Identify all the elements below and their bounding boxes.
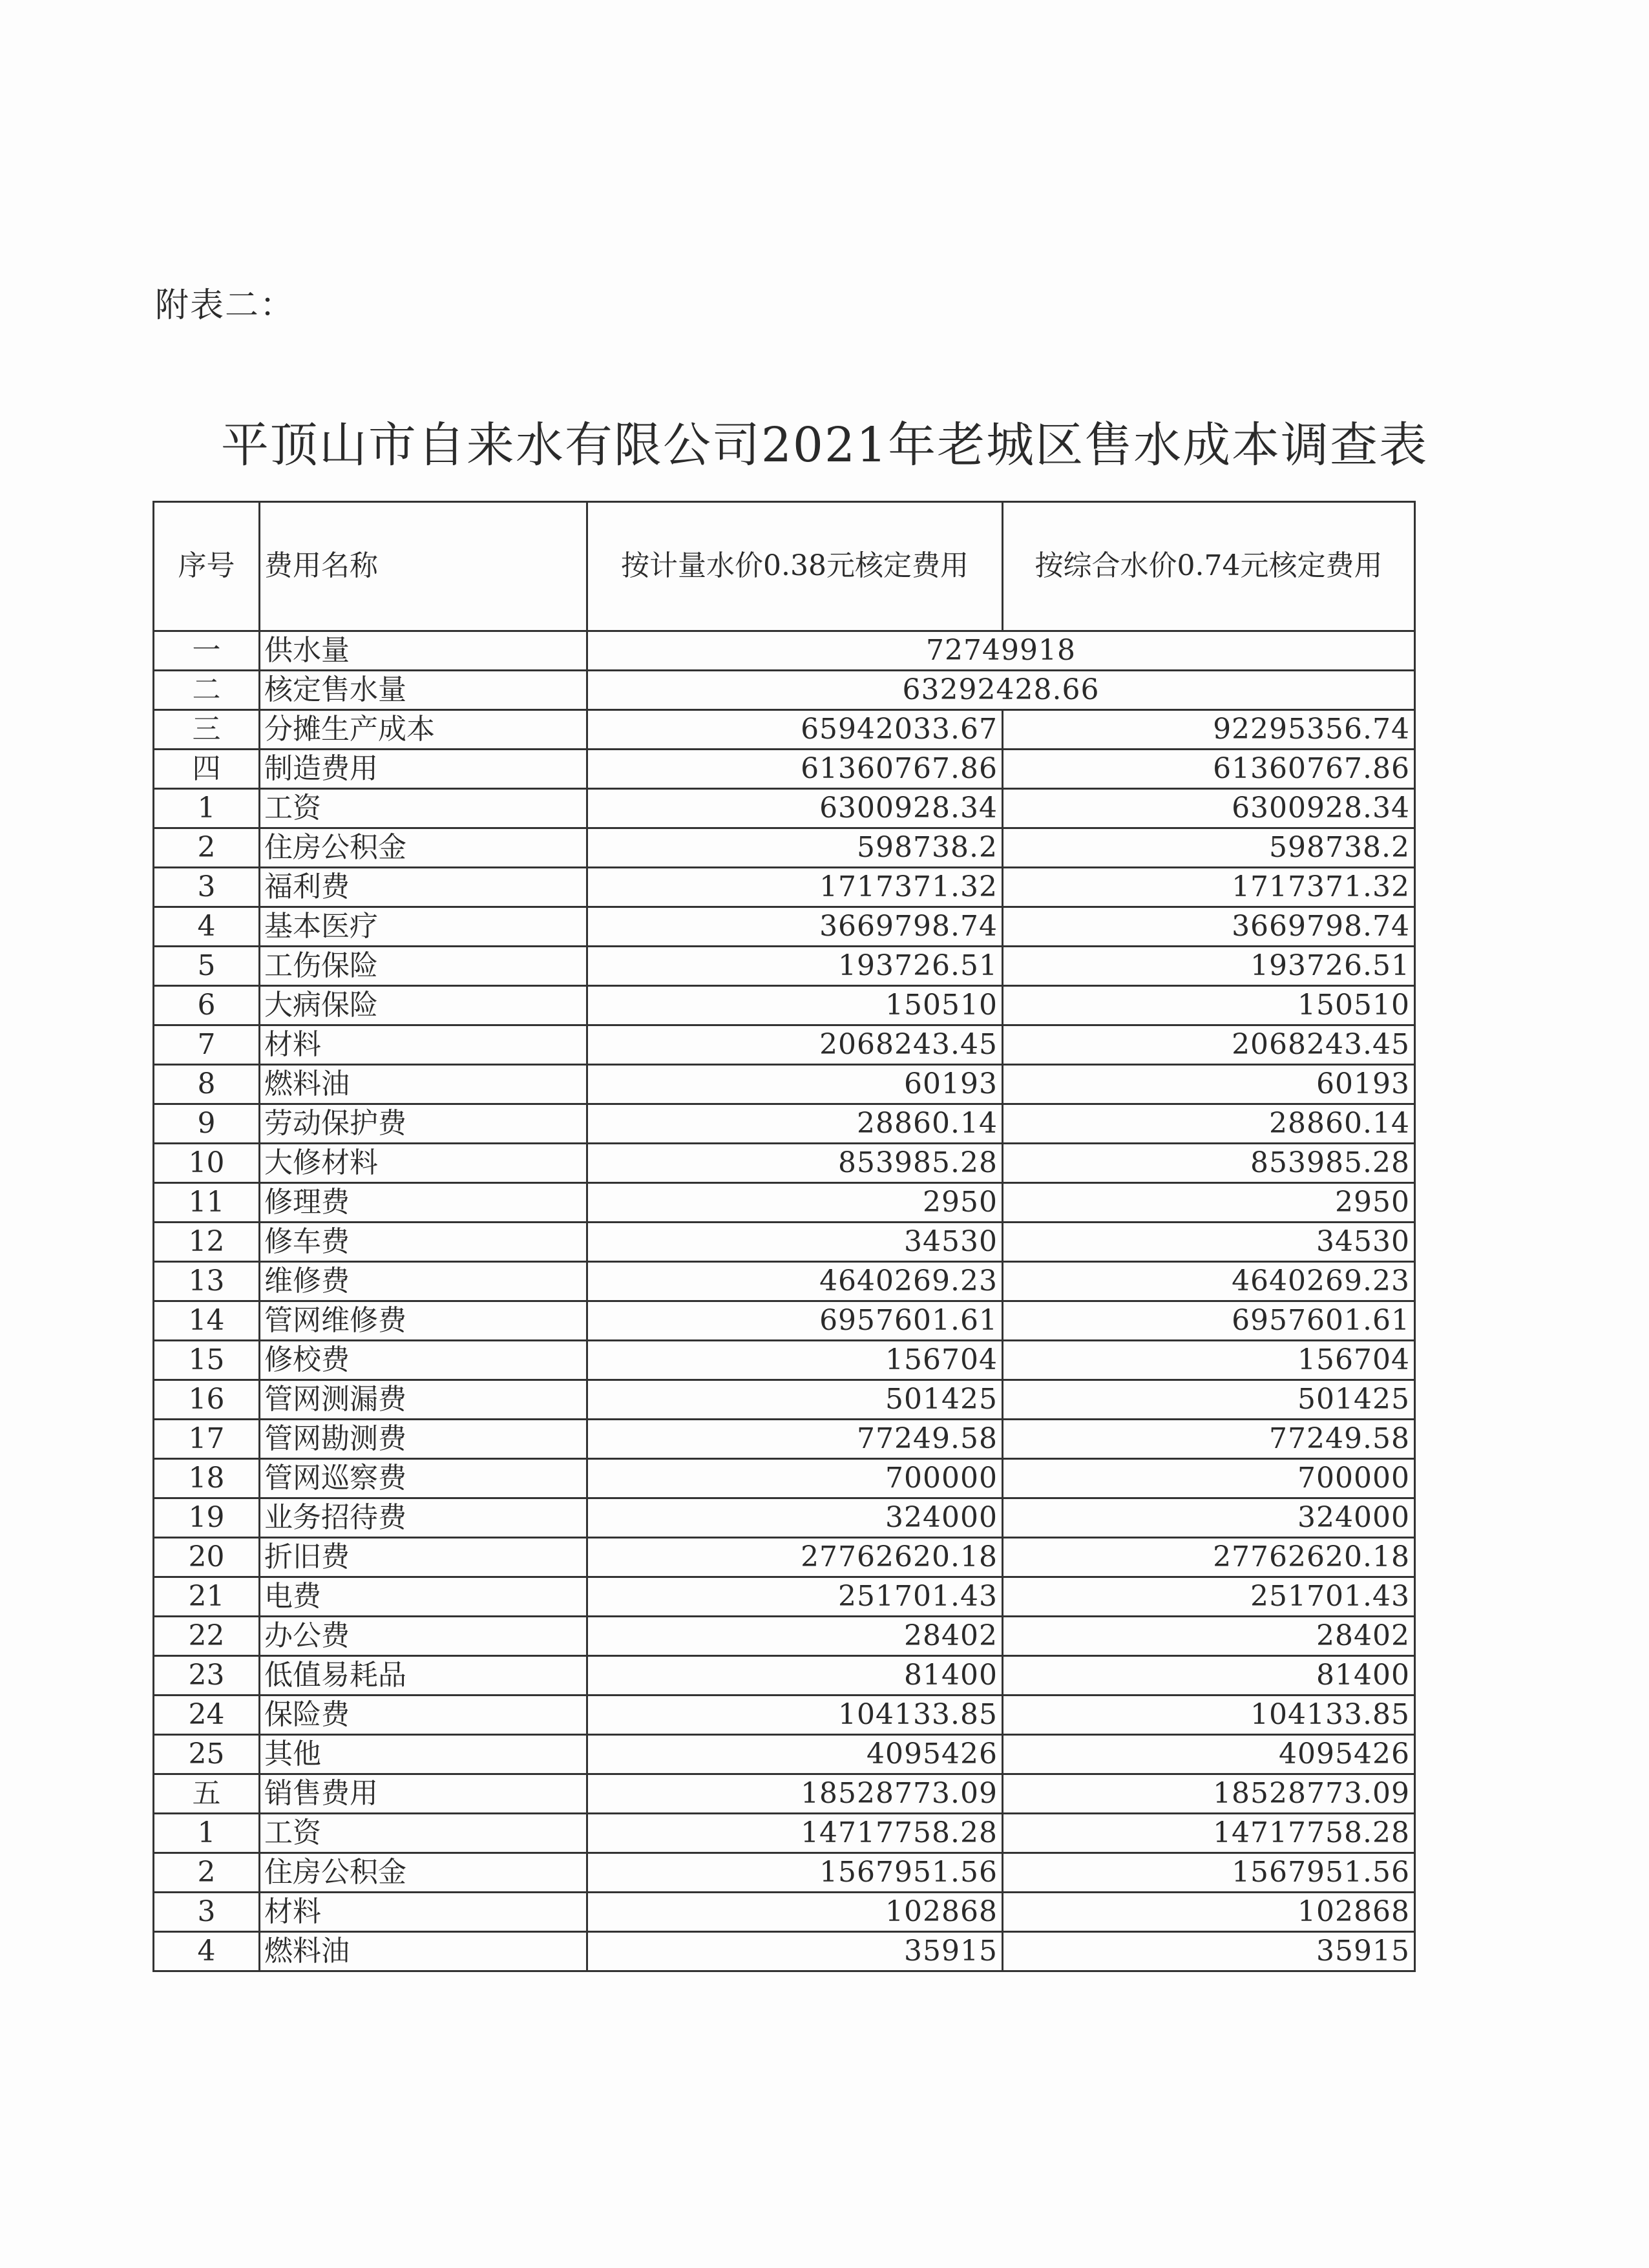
table-header-row <box>154 502 1415 631</box>
row-index: 23 <box>154 1656 260 1696</box>
row-name: 管网巡察费 <box>260 1459 587 1498</box>
row-name: 修校费 <box>260 1341 587 1380</box>
table-row <box>154 1301 1415 1341</box>
row-composite-value: 104133.85 <box>1003 1696 1415 1735</box>
row-name: 材料 <box>260 1893 587 1932</box>
table-row <box>154 1262 1415 1301</box>
table-row <box>154 1853 1415 1893</box>
header-index: 序号 <box>154 502 260 631</box>
row-index: 14 <box>154 1301 260 1341</box>
table-row <box>154 1577 1415 1617</box>
row-metered-value: 104133.85 <box>587 1696 1003 1735</box>
row-composite-value: 60193 <box>1003 1065 1415 1104</box>
row-composite-value: 251701.43 <box>1003 1577 1415 1617</box>
cost-table-body <box>154 502 1415 1971</box>
row-index: 9 <box>154 1104 260 1144</box>
row-index: 25 <box>154 1735 260 1774</box>
table-row <box>154 1893 1415 1932</box>
row-name: 制造费用 <box>260 750 587 789</box>
row-name: 工伤保险 <box>260 947 587 986</box>
row-index: 四 <box>154 750 260 789</box>
row-metered-value: 156704 <box>587 1341 1003 1380</box>
row-index: 6 <box>154 986 260 1025</box>
row-index: 13 <box>154 1262 260 1301</box>
row-metered-value: 598738.2 <box>587 828 1003 868</box>
row-metered-value: 27762620.18 <box>587 1538 1003 1577</box>
row-composite-value: 14717758.28 <box>1003 1814 1415 1853</box>
row-name: 劳动保护费 <box>260 1104 587 1144</box>
row-name: 保险费 <box>260 1696 587 1735</box>
document-title: 平顶山市自来水有限公司2021年老城区售水成本调查表 <box>220 417 1429 473</box>
row-metered-value: 28860.14 <box>587 1104 1003 1144</box>
row-index: 20 <box>154 1538 260 1577</box>
table-row <box>154 1341 1415 1380</box>
row-merged-value: 72749918 <box>587 631 1415 671</box>
row-name: 燃料油 <box>260 1065 587 1104</box>
row-metered-value: 60193 <box>587 1065 1003 1104</box>
row-name: 住房公积金 <box>260 828 587 868</box>
table-row <box>154 1144 1415 1183</box>
row-index: 二 <box>154 671 260 710</box>
row-composite-value: 35915 <box>1003 1932 1415 1971</box>
table-row <box>154 1223 1415 1262</box>
row-metered-value: 251701.43 <box>587 1577 1003 1617</box>
row-metered-value: 61360767.86 <box>587 750 1003 789</box>
row-index: 11 <box>154 1183 260 1223</box>
row-metered-value: 324000 <box>587 1498 1003 1538</box>
row-name: 修车费 <box>260 1223 587 1262</box>
row-composite-value: 77249.58 <box>1003 1420 1415 1459</box>
row-name: 管网测漏费 <box>260 1380 587 1420</box>
table-row <box>154 1025 1415 1065</box>
row-name: 低值易耗品 <box>260 1656 587 1696</box>
table-row <box>154 947 1415 986</box>
row-metered-value: 14717758.28 <box>587 1814 1003 1853</box>
row-index: 10 <box>154 1144 260 1183</box>
row-index: 2 <box>154 828 260 868</box>
row-metered-value: 6957601.61 <box>587 1301 1003 1341</box>
table-row <box>154 1696 1415 1735</box>
row-composite-value: 324000 <box>1003 1498 1415 1538</box>
row-name: 工资 <box>260 789 587 828</box>
row-composite-value: 501425 <box>1003 1380 1415 1420</box>
row-composite-value: 3669798.74 <box>1003 907 1415 947</box>
row-index: 一 <box>154 631 260 671</box>
table-row <box>154 1459 1415 1498</box>
row-index: 3 <box>154 868 260 907</box>
table-row <box>154 1774 1415 1814</box>
row-metered-value: 81400 <box>587 1656 1003 1696</box>
row-name: 基本医疗 <box>260 907 587 947</box>
row-composite-value: 1567951.56 <box>1003 1853 1415 1893</box>
table-row <box>154 1380 1415 1420</box>
row-name: 折旧费 <box>260 1538 587 1577</box>
row-composite-value: 4095426 <box>1003 1735 1415 1774</box>
row-metered-value: 34530 <box>587 1223 1003 1262</box>
table-row <box>154 828 1415 868</box>
row-composite-value: 81400 <box>1003 1656 1415 1696</box>
row-composite-value: 4640269.23 <box>1003 1262 1415 1301</box>
row-composite-value: 6957601.61 <box>1003 1301 1415 1341</box>
table-row <box>154 1183 1415 1223</box>
table-row <box>154 1538 1415 1577</box>
row-composite-value: 2950 <box>1003 1183 1415 1223</box>
row-metered-value: 1717371.32 <box>587 868 1003 907</box>
row-name: 其他 <box>260 1735 587 1774</box>
row-index: 22 <box>154 1617 260 1656</box>
row-composite-value: 853985.28 <box>1003 1144 1415 1183</box>
table-row <box>154 868 1415 907</box>
table-row <box>154 631 1415 671</box>
row-metered-value: 77249.58 <box>587 1420 1003 1459</box>
row-composite-value: 150510 <box>1003 986 1415 1025</box>
table-row <box>154 671 1415 710</box>
row-name: 管网维修费 <box>260 1301 587 1341</box>
header-composite: 按综合水价0.74元核定费用 <box>1003 502 1415 631</box>
row-index: 2 <box>154 1853 260 1893</box>
header-metered: 按计量水价0.38元核定费用 <box>587 502 1003 631</box>
row-index: 3 <box>154 1893 260 1932</box>
row-name: 维修费 <box>260 1262 587 1301</box>
row-index: 19 <box>154 1498 260 1538</box>
row-name: 办公费 <box>260 1617 587 1656</box>
row-composite-value: 92295356.74 <box>1003 710 1415 750</box>
row-metered-value: 35915 <box>587 1932 1003 1971</box>
row-metered-value: 150510 <box>587 986 1003 1025</box>
row-index: 21 <box>154 1577 260 1617</box>
row-metered-value: 102868 <box>587 1893 1003 1932</box>
row-name: 电费 <box>260 1577 587 1617</box>
table-row <box>154 789 1415 828</box>
row-index: 1 <box>154 789 260 828</box>
row-name: 大病保险 <box>260 986 587 1025</box>
row-composite-value: 193726.51 <box>1003 947 1415 986</box>
row-name: 大修材料 <box>260 1144 587 1183</box>
row-composite-value: 28402 <box>1003 1617 1415 1656</box>
row-index: 24 <box>154 1696 260 1735</box>
row-metered-value: 2950 <box>587 1183 1003 1223</box>
row-index: 8 <box>154 1065 260 1104</box>
row-name: 管网勘测费 <box>260 1420 587 1459</box>
row-name: 业务招待费 <box>260 1498 587 1538</box>
row-metered-value: 28402 <box>587 1617 1003 1656</box>
row-name: 工资 <box>260 1814 587 1853</box>
table-row <box>154 750 1415 789</box>
row-composite-value: 6300928.34 <box>1003 789 1415 828</box>
row-name: 住房公积金 <box>260 1853 587 1893</box>
row-name: 分摊生产成本 <box>260 710 587 750</box>
table-row <box>154 1656 1415 1696</box>
row-metered-value: 700000 <box>587 1459 1003 1498</box>
row-metered-value: 3669798.74 <box>587 907 1003 947</box>
row-composite-value: 102868 <box>1003 1893 1415 1932</box>
row-index: 16 <box>154 1380 260 1420</box>
cost-table <box>152 501 1416 1972</box>
row-index: 五 <box>154 1774 260 1814</box>
header-name: 费用名称 <box>260 502 587 631</box>
table-row <box>154 710 1415 750</box>
table-row <box>154 1420 1415 1459</box>
row-index: 三 <box>154 710 260 750</box>
row-index: 7 <box>154 1025 260 1065</box>
row-name: 燃料油 <box>260 1932 587 1971</box>
row-metered-value: 18528773.09 <box>587 1774 1003 1814</box>
row-composite-value: 27762620.18 <box>1003 1538 1415 1577</box>
table-row <box>154 986 1415 1025</box>
table-row <box>154 1498 1415 1538</box>
row-composite-value: 28860.14 <box>1003 1104 1415 1144</box>
table-row <box>154 1617 1415 1656</box>
row-index: 17 <box>154 1420 260 1459</box>
row-metered-value: 65942033.67 <box>587 710 1003 750</box>
table-row <box>154 1932 1415 1971</box>
row-metered-value: 501425 <box>587 1380 1003 1420</box>
row-index: 12 <box>154 1223 260 1262</box>
row-metered-value: 6300928.34 <box>587 789 1003 828</box>
row-index: 18 <box>154 1459 260 1498</box>
row-composite-value: 700000 <box>1003 1459 1415 1498</box>
row-metered-value: 4640269.23 <box>587 1262 1003 1301</box>
row-composite-value: 598738.2 <box>1003 828 1415 868</box>
row-composite-value: 2068243.45 <box>1003 1025 1415 1065</box>
row-metered-value: 1567951.56 <box>587 1853 1003 1893</box>
row-name: 修理费 <box>260 1183 587 1223</box>
row-index: 4 <box>154 907 260 947</box>
row-index: 5 <box>154 947 260 986</box>
table-row <box>154 1065 1415 1104</box>
row-index: 1 <box>154 1814 260 1853</box>
row-metered-value: 2068243.45 <box>587 1025 1003 1065</box>
row-name: 福利费 <box>260 868 587 907</box>
table-row <box>154 907 1415 947</box>
row-composite-value: 61360767.86 <box>1003 750 1415 789</box>
table-row <box>154 1104 1415 1144</box>
row-metered-value: 853985.28 <box>587 1144 1003 1183</box>
row-composite-value: 156704 <box>1003 1341 1415 1380</box>
row-name: 供水量 <box>260 631 587 671</box>
row-composite-value: 1717371.32 <box>1003 868 1415 907</box>
row-composite-value: 18528773.09 <box>1003 1774 1415 1814</box>
row-name: 销售费用 <box>260 1774 587 1814</box>
row-metered-value: 4095426 <box>587 1735 1003 1774</box>
row-composite-value: 34530 <box>1003 1223 1415 1262</box>
row-index: 4 <box>154 1932 260 1971</box>
table-row <box>154 1814 1415 1853</box>
table-row <box>154 1735 1415 1774</box>
row-merged-value: 63292428.66 <box>587 671 1415 710</box>
row-name: 材料 <box>260 1025 587 1065</box>
row-metered-value: 193726.51 <box>587 947 1003 986</box>
row-name: 核定售水量 <box>260 671 587 710</box>
row-index: 15 <box>154 1341 260 1380</box>
appendix-label: 附表二： <box>155 286 295 325</box>
